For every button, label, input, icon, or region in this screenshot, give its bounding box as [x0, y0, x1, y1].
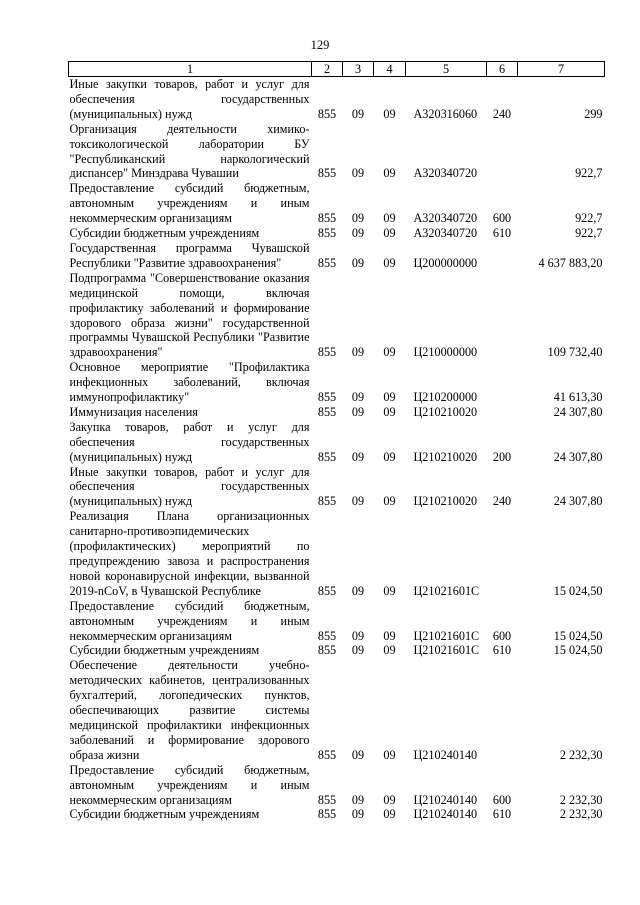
row-subsection-code: 09	[383, 747, 396, 762]
row-ministry-code: 855	[317, 166, 337, 181]
row-expense-type: 600	[492, 211, 512, 226]
row-expense-type: 610	[492, 643, 512, 658]
row-name-cell: Предоставление субсидий бюджетным, автономным учреждениям и иным некоммерческим организациям	[69, 598, 310, 643]
row-subsection-code: 09	[383, 226, 396, 241]
row-target-article: Ц210240140	[413, 792, 478, 807]
row-subsection-code: 09	[383, 106, 396, 121]
header-col-7: 7	[518, 62, 605, 77]
row-name-cell: Субсидии бюджетным учреждениям	[69, 643, 260, 658]
table-row	[69, 807, 605, 822]
row-section-code: 09	[351, 643, 365, 658]
table-row	[69, 763, 605, 808]
row-ministry-code: 855	[317, 583, 337, 598]
row-ministry-code: 855	[317, 449, 337, 464]
table-row	[69, 405, 605, 420]
row-ministry-code: 855	[317, 643, 337, 658]
table-row	[69, 599, 605, 644]
header-col-6: 6	[487, 62, 518, 77]
row-amount: 15 024,50	[553, 583, 603, 598]
row-expense-type	[487, 405, 518, 420]
row-target-article: Ц200000000	[413, 255, 478, 270]
row-target-article: Ц210000000	[413, 345, 478, 360]
row-section-code: 09	[351, 226, 365, 241]
row-subsection-code: 09	[383, 390, 396, 405]
row-amount: 24 307,80	[553, 449, 603, 464]
row-name-cell: Закупка товаров, работ и услуг для обеспечения государственных (муниципальных) нужд	[69, 419, 310, 464]
row-amount: 4 637 883,20	[538, 255, 603, 270]
row-name-cell: Предоставление субсидий бюджетным, автономным учреждениям и иным некоммерческим организациям	[69, 762, 310, 807]
table-row	[69, 360, 605, 405]
row-name-cell: Иммунизация населения	[69, 404, 198, 419]
row-section-code: 09	[351, 345, 365, 360]
row-target-article: А320340720	[413, 211, 478, 226]
row-section-code: 09	[351, 628, 365, 643]
row-subsection-code: 09	[383, 211, 396, 226]
row-subsection-code: 09	[383, 807, 396, 822]
header-col-2: 2	[312, 62, 343, 77]
row-target-article: А320340720	[413, 166, 478, 181]
row-name-cell: Предоставление субсидий бюджетным, автономным учреждениям и иным некоммерческим организациям	[69, 181, 310, 226]
row-name-cell: Иные закупки товаров, работ и услуг для обеспечения государственных (муниципальных) нужд	[69, 77, 310, 121]
table-body	[69, 77, 605, 823]
row-name-cell: Обеспечение деятельности учебно-методических кабинетов, централизованных бухгалтерий, логопедических пунктов, обеспечивающих развитие системы медицинской профилактики инфекционных заболеваний и формирование здорового образа жизни	[69, 658, 310, 762]
row-ministry-code: 855	[317, 404, 337, 419]
row-subsection-code: 09	[383, 494, 396, 509]
row-ministry-code: 855	[317, 494, 337, 509]
row-target-article: Ц21021601С	[413, 583, 480, 598]
row-amount: 299	[584, 106, 603, 121]
table-row	[69, 658, 605, 762]
table-row	[69, 420, 605, 465]
row-amount: 15 024,50	[553, 643, 603, 658]
row-amount: 109 732,40	[547, 345, 603, 360]
row-section-code: 09	[351, 807, 365, 822]
header-col-1: 1	[69, 62, 312, 77]
row-target-article: Ц210210020	[413, 494, 478, 509]
table-row	[69, 77, 605, 122]
row-section-code: 09	[351, 792, 365, 807]
row-expense-type	[487, 658, 518, 762]
row-ministry-code: 855	[317, 226, 337, 241]
header-row	[69, 62, 605, 77]
row-subsection-code: 09	[383, 583, 396, 598]
row-ministry-code: 855	[317, 390, 337, 405]
row-target-article: Ц210240140	[413, 747, 478, 762]
row-section-code: 09	[351, 404, 365, 419]
row-name-cell: Организация деятельности химико-токсикологической лаборатории БУ "Республиканский наркологический диспансер" Минздрава Чувашии	[69, 121, 310, 181]
row-section-code: 09	[351, 747, 365, 762]
row-name-cell: Иные закупки товаров, работ и услуг для обеспечения государственных (муниципальных) нужд	[69, 464, 310, 509]
row-section-code: 09	[351, 166, 365, 181]
table-row	[69, 271, 605, 360]
row-amount: 922,7	[575, 226, 603, 241]
row-section-code: 09	[351, 583, 365, 598]
row-name-cell: Реализация Плана организационных санитарно-противоэпидемических (профилактических) мероприятий по предупреждению завоза и распространения новой коронавирусной инфекции, вызванной 2019-nCoV, в Чувашской Республике	[69, 509, 310, 598]
row-section-code: 09	[351, 255, 365, 270]
row-subsection-code: 09	[383, 449, 396, 464]
row-name-cell: Основное мероприятие "Профилактика инфекционных заболеваний, включая иммунопрофилактику"	[69, 360, 310, 405]
table-row	[69, 181, 605, 226]
row-ministry-code: 855	[317, 345, 337, 360]
row-target-article: А320340720	[413, 226, 478, 241]
row-section-code: 09	[351, 106, 365, 121]
row-target-article: Ц21021601С	[413, 643, 480, 658]
row-name-cell: Государственная программа Чувашской Республики "Развитие здравоохранения"	[69, 240, 310, 270]
row-target-article: Ц210210020	[413, 404, 478, 419]
table-row	[69, 226, 605, 241]
row-expense-type: 610	[492, 226, 512, 241]
row-ministry-code: 855	[317, 807, 337, 822]
header-col-3: 3	[343, 62, 374, 77]
table-row	[69, 643, 605, 658]
row-ministry-code: 855	[317, 792, 337, 807]
row-expense-type: 600	[492, 792, 512, 807]
header-col-5: 5	[406, 62, 487, 77]
row-ministry-code: 855	[317, 628, 337, 643]
row-name-cell: Субсидии бюджетным учреждениям	[69, 807, 260, 822]
row-amount: 922,7	[575, 166, 603, 181]
row-amount: 2 232,30	[559, 792, 603, 807]
row-amount: 2 232,30	[559, 807, 603, 822]
row-amount: 15 024,50	[553, 628, 603, 643]
row-expense-type	[487, 241, 518, 271]
row-expense-type: 240	[492, 106, 512, 121]
row-subsection-code: 09	[383, 404, 396, 419]
row-subsection-code: 09	[383, 345, 396, 360]
row-ministry-code: 855	[317, 747, 337, 762]
row-expense-type	[487, 122, 518, 182]
table-row	[69, 122, 605, 182]
row-section-code: 09	[351, 494, 365, 509]
row-expense-type	[487, 509, 518, 598]
table-row	[69, 465, 605, 510]
row-target-article: Ц210200000	[413, 390, 478, 405]
row-amount: 24 307,80	[553, 494, 603, 509]
row-amount: 2 232,30	[559, 747, 603, 762]
row-name-cell: Подпрограмма "Совершенствование оказания медицинской помощи, включая профилактику заболеваний и формирование здорового образа жизни" государственной программы Чувашской Республики "Развитие здравоохранения"	[69, 270, 310, 360]
row-amount: 41 613,30	[553, 390, 603, 405]
row-target-article: Ц210240140	[413, 807, 478, 822]
row-ministry-code: 855	[317, 211, 337, 226]
row-expense-type: 200	[492, 449, 512, 464]
table-header	[69, 62, 605, 77]
table-row	[69, 509, 605, 598]
row-expense-type	[487, 360, 518, 405]
row-expense-type: 600	[492, 628, 512, 643]
row-subsection-code: 09	[383, 628, 396, 643]
row-expense-type: 240	[492, 494, 512, 509]
row-subsection-code: 09	[383, 643, 396, 658]
row-section-code: 09	[351, 211, 365, 226]
row-ministry-code: 855	[317, 106, 337, 121]
table-row	[69, 241, 605, 271]
row-section-code: 09	[351, 449, 365, 464]
header-col-4: 4	[374, 62, 406, 77]
row-ministry-code: 855	[317, 255, 337, 270]
row-target-article: Ц210210020	[413, 449, 478, 464]
row-subsection-code: 09	[383, 166, 396, 181]
row-subsection-code: 09	[383, 792, 396, 807]
row-name-cell: Субсидии бюджетным учреждениям	[69, 226, 260, 241]
row-expense-type: 610	[492, 807, 512, 822]
row-section-code: 09	[351, 390, 365, 405]
row-target-article: Ц21021601С	[413, 628, 480, 643]
page-number: 129	[310, 38, 330, 52]
row-target-article: А320316060	[413, 106, 478, 121]
row-expense-type	[487, 271, 518, 360]
row-amount: 24 307,80	[553, 404, 603, 419]
budget-table	[68, 61, 605, 822]
row-subsection-code: 09	[383, 255, 396, 270]
row-amount: 922,7	[575, 211, 603, 226]
